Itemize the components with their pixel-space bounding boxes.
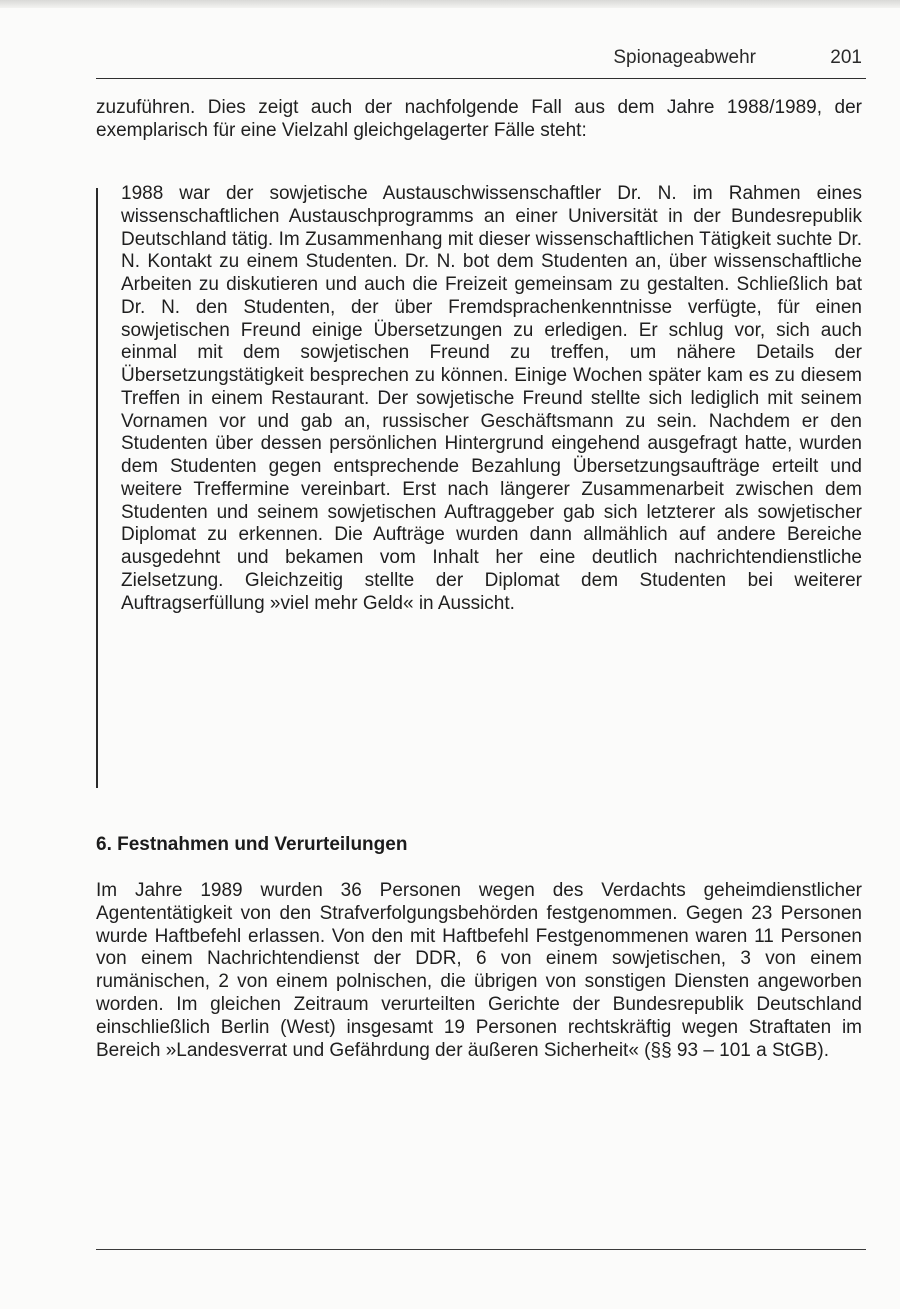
page-number: 201: [830, 47, 862, 68]
case-example-paragraph: 1988 war der sowjetische Austauschwissenschaftler Dr. N. im Rahmen eines wissenschaftlichen Austauschprogramms an einer Universität in der Bundesrepublik Deutschland tätig. Im Zusammenhang mit dieser wissenschaftlichen Tätigkeit suchte Dr. N. Kontakt zu einem Studenten. Dr. N. bot dem Studenten an, über wissenschaftliche Arbeiten zu diskutieren und auch die Freizeit gemeinsam zu gestalten. Schließlich bat Dr. N. den Studenten, der über Fremdsprachenkenntnisse verfügte, für einen sowjetischen Freund einige Übersetzungen zu erledigen. Er schlug vor, sich auch einmal mit dem sowjetischen Freund zu treffen, um nähere Details der Übersetzungstätigkeit besprechen zu können. Einige Wochen später kam es zu diesem Treffen in einem Restaurant. Der sowjetische Freund stellte sich lediglich mit seinem Vornamen vor und gab an, russischer Geschäftsmann zu sein. Nachdem er den Studenten über dessen persönlichen Hintergrund eingehend ausgefragt hatte, wurden dem Studenten gegen entsprechende Bezahlung Übersetzungsaufträge erteilt und weitere Treffermine vereinbart. Erst nach längerer Zusammenarbeit zwischen dem Studenten und seinem sowjetischen Auftraggeber gab sich letzterer als sowjetischer Diplomat zu erkennen. Die Aufträge wurden dann allmählich auf andere Bereiche ausgedehnt und bekamen vom Inhalt her eine deutlich nachrichtendienstliche Zielsetzung. Gleichzeitig stellte der Diplomat dem Studenten bei weiterer Auftragserfüllung »viel mehr Geld« in Aussicht.: [121, 183, 862, 614]
section-paragraph: Im Jahre 1989 wurden 36 Personen wegen des Verdachts geheimdienstlicher Agententätigkeit von den Strafverfolgungsbehörden festgenommen. Gegen 23 Personen wurde Haftbefehl erlassen. Von den mit Haftbefehl Festgenommenen waren 11 Personen von einem Nachrichtendienst der DDR, 6 von einem sowjetischen, 3 von einem rumänischen, 2 von einem polnischen, die übrigen von sonstigen Diensten angeworben worden. Im gleichen Zeitraum verurteilten Gerichte der Bundesrepublik Deutschland einschließlich Berlin (West) insgesamt 19 Personen rechtskräftig wegen Straftaten im Bereich »Landesverrat und Gefährdung der äußeren Sicherheit« (§§ 93 – 101 a StGB).: [96, 880, 862, 1061]
scan-edge-strip: [0, 0, 900, 8]
intro-paragraph: zuzuführen. Dies zeigt auch der nachfolgende Fall aus dem Jahre 1988/1989, der exemplarisch für eine Vielzahl gleichgelagerter Fälle steht:: [96, 97, 862, 141]
footer-rule: [96, 1249, 866, 1250]
header-rule: [96, 78, 866, 79]
case-example-margin-bar: [96, 188, 98, 788]
page-header: [96, 46, 866, 78]
running-title: Spionageabwehr: [613, 47, 756, 68]
section-heading: 6. Festnahmen und Verurteilungen: [96, 834, 408, 855]
